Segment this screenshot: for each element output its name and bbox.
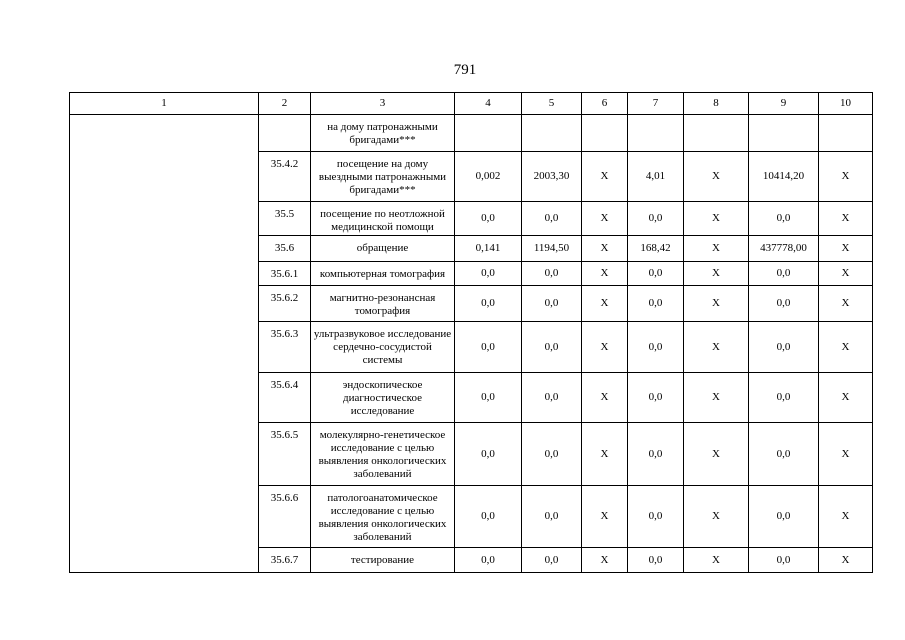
- value-cell: [749, 115, 819, 152]
- value-cell: Х: [582, 286, 628, 322]
- value-cell: [628, 115, 684, 152]
- value-cell: [819, 115, 873, 152]
- value-cell: Х: [684, 373, 749, 423]
- value-cell: 437778,00: [749, 236, 819, 262]
- value-cell: 4,01: [628, 152, 684, 202]
- value-cell: 0,0: [455, 322, 522, 373]
- value-cell: 0,0: [749, 322, 819, 373]
- value-cell: 0,0: [628, 286, 684, 322]
- value-cell: 0,0: [455, 286, 522, 322]
- row-code-cell: 35.6.6: [259, 486, 311, 548]
- value-cell: Х: [582, 152, 628, 202]
- value-cell: 0,141: [455, 236, 522, 262]
- row-description-cell: молекулярно-генетическое исследование с целью выявления онкологических заболеваний: [311, 423, 455, 486]
- value-cell: Х: [582, 373, 628, 423]
- value-cell: 0,0: [749, 286, 819, 322]
- row-code-cell: 35.6.4: [259, 373, 311, 423]
- row-description-cell: ультразвуковое исследование сердечно-сосудистой системы: [311, 322, 455, 373]
- value-cell: Х: [582, 548, 628, 573]
- value-cell: 0,0: [628, 322, 684, 373]
- value-cell: 0,0: [522, 202, 582, 236]
- value-cell: Х: [582, 486, 628, 548]
- value-cell: 0,0: [749, 548, 819, 573]
- value-cell: Х: [819, 236, 873, 262]
- value-cell: 0,0: [455, 486, 522, 548]
- value-cell: [582, 115, 628, 152]
- value-cell: Х: [684, 202, 749, 236]
- row-code-cell: 35.6.7: [259, 548, 311, 573]
- header-cell: 7: [628, 93, 684, 115]
- value-cell: Х: [819, 373, 873, 423]
- value-cell: 0,002: [455, 152, 522, 202]
- value-cell: 0,0: [522, 373, 582, 423]
- value-cell: 0,0: [628, 423, 684, 486]
- value-cell: 0,0: [455, 423, 522, 486]
- value-cell: Х: [819, 322, 873, 373]
- header-cell: 6: [582, 93, 628, 115]
- row-description-cell: патологоанатомическое исследование с целью выявления онкологических заболеваний: [311, 486, 455, 548]
- value-cell: Х: [582, 262, 628, 286]
- value-cell: 0,0: [455, 373, 522, 423]
- value-cell: Х: [684, 262, 749, 286]
- value-cell: Х: [684, 548, 749, 573]
- row-code-cell: 35.4.2: [259, 152, 311, 202]
- value-cell: 0,0: [522, 262, 582, 286]
- row-description-cell: посещение на дому выездными патронажными бригадами***: [311, 152, 455, 202]
- row-code-cell: 35.6: [259, 236, 311, 262]
- value-cell: Х: [819, 202, 873, 236]
- row-description-cell: компьютерная томография: [311, 262, 455, 286]
- value-cell: Х: [684, 286, 749, 322]
- table-row: [70, 115, 873, 152]
- row-description-cell: обращение: [311, 236, 455, 262]
- value-cell: Х: [582, 423, 628, 486]
- value-cell: 0,0: [749, 423, 819, 486]
- value-cell: 0,0: [749, 486, 819, 548]
- row-code-cell: 35.5: [259, 202, 311, 236]
- header-cell: 10: [819, 93, 873, 115]
- value-cell: 0,0: [749, 373, 819, 423]
- value-cell: Х: [684, 486, 749, 548]
- header-cell: 3: [311, 93, 455, 115]
- value-cell: 0,0: [522, 423, 582, 486]
- value-cell: Х: [684, 152, 749, 202]
- data-table: [69, 92, 873, 573]
- row-code-cell: 35.6.5: [259, 423, 311, 486]
- header-cell: 4: [455, 93, 522, 115]
- row-code-cell: 35.6.1: [259, 262, 311, 286]
- value-cell: 0,0: [628, 202, 684, 236]
- row-description-cell: посещение по неотложной медицинской помощи: [311, 202, 455, 236]
- value-cell: 0,0: [455, 548, 522, 573]
- value-cell: 0,0: [628, 262, 684, 286]
- table-header-row: [70, 93, 873, 115]
- value-cell: Х: [582, 236, 628, 262]
- row-description-cell: на дому патронажными бригадами***: [311, 115, 455, 152]
- value-cell: 10414,20: [749, 152, 819, 202]
- value-cell: Х: [819, 262, 873, 286]
- value-cell: Х: [819, 423, 873, 486]
- row-description-cell: магнитно-резонансная томография: [311, 286, 455, 322]
- category-cell: [70, 115, 259, 573]
- value-cell: Х: [582, 322, 628, 373]
- value-cell: 168,42: [628, 236, 684, 262]
- row-code-cell: [259, 115, 311, 152]
- value-cell: Х: [819, 286, 873, 322]
- header-cell: 1: [70, 93, 259, 115]
- value-cell: [455, 115, 522, 152]
- value-cell: 0,0: [628, 486, 684, 548]
- row-code-cell: 35.6.3: [259, 322, 311, 373]
- value-cell: 0,0: [522, 322, 582, 373]
- header-cell: 9: [749, 93, 819, 115]
- value-cell: 2003,30: [522, 152, 582, 202]
- value-cell: [522, 115, 582, 152]
- header-cell: 2: [259, 93, 311, 115]
- row-code-cell: 35.6.2: [259, 286, 311, 322]
- value-cell: 0,0: [455, 262, 522, 286]
- value-cell: 0,0: [522, 286, 582, 322]
- value-cell: Х: [684, 423, 749, 486]
- value-cell: 0,0: [628, 373, 684, 423]
- value-cell: 0,0: [522, 486, 582, 548]
- row-description-cell: тестирование: [311, 548, 455, 573]
- value-cell: 1194,50: [522, 236, 582, 262]
- value-cell: Х: [819, 548, 873, 573]
- value-cell: 0,0: [628, 548, 684, 573]
- value-cell: Х: [684, 322, 749, 373]
- value-cell: Х: [582, 202, 628, 236]
- value-cell: Х: [819, 152, 873, 202]
- header-cell: 8: [684, 93, 749, 115]
- value-cell: Х: [819, 486, 873, 548]
- value-cell: Х: [684, 236, 749, 262]
- value-cell: 0,0: [749, 262, 819, 286]
- value-cell: 0,0: [522, 548, 582, 573]
- value-cell: 0,0: [749, 202, 819, 236]
- header-cell: 5: [522, 93, 582, 115]
- row-description-cell: эндоскопическое диагностическое исследование: [311, 373, 455, 423]
- page-number: 791: [453, 62, 477, 78]
- value-cell: 0,0: [455, 202, 522, 236]
- value-cell: [684, 115, 749, 152]
